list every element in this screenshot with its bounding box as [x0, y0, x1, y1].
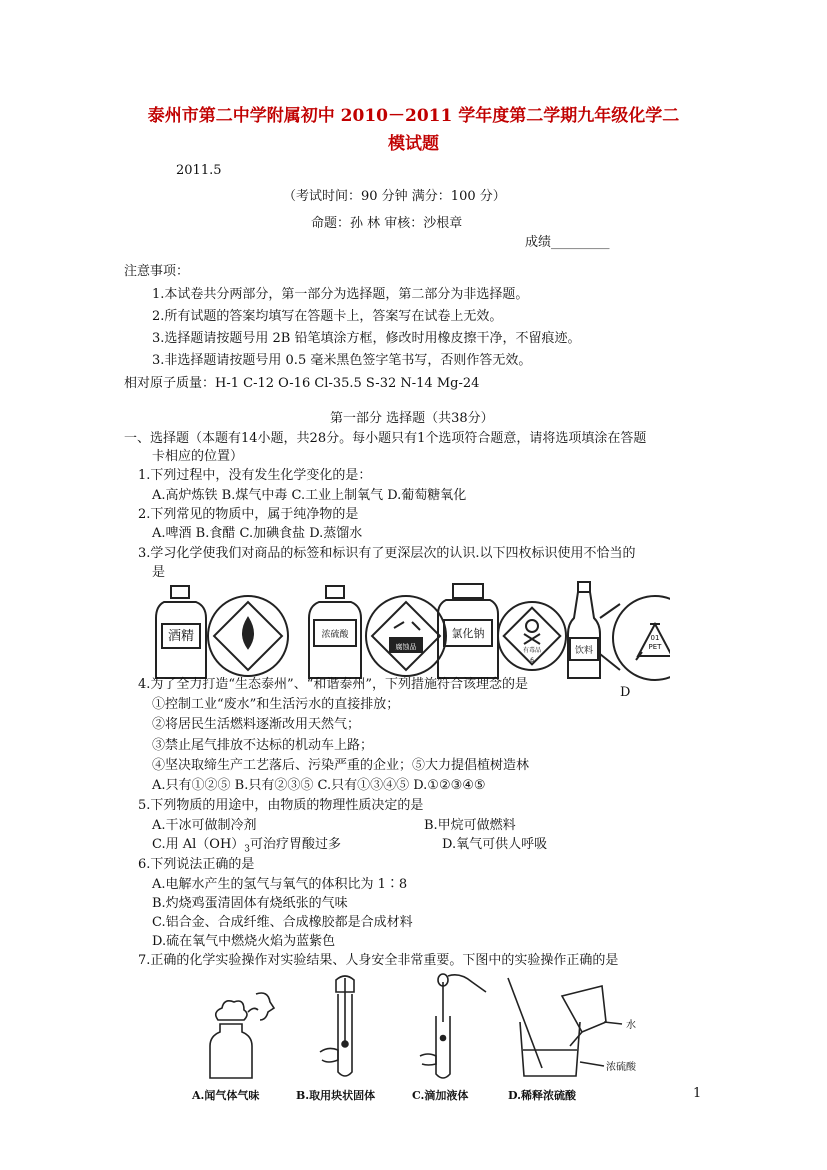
q5-option-d: D.氧气可供人呼吸: [442, 837, 548, 852]
page-number: 1: [693, 1086, 702, 1101]
q5-option-c-pre: C.用 Al（OH）: [152, 837, 245, 852]
q4-item: ②将居民生活燃料逐渐改用天然气；: [152, 717, 361, 732]
q6-item: D.硫在氧气中燃烧火焰为蓝紫色: [152, 934, 336, 949]
q7-caption-c: C.滴加液体: [412, 1089, 469, 1102]
q6-stem: 6.下列说法正确的是: [138, 857, 255, 872]
exam-info: （考试时间：90 分钟 满分：100 分）: [283, 189, 506, 204]
recycle-sign-icon: [613, 596, 670, 680]
note-item: 3.非选择题请按题号用 0.5 毫米黑色签字笔书写，否则作答无效。: [152, 353, 532, 368]
label-water: 水: [626, 1020, 636, 1031]
q2-options: A.啤酒 B.食醋 C.加碘食盐 D.蒸馏水: [152, 526, 363, 541]
score-line: 成绩_________: [525, 235, 610, 250]
q2-stem: 2.下列常见的物质中，属于纯净物的是: [138, 507, 359, 522]
bottle-a-label: 酒精: [167, 629, 195, 644]
bottle-d-label: 饮料: [574, 646, 594, 656]
q4-options: A.只有①②⑤ B.只有②③⑤ C.只有①③④⑤ D.①②③④⑤: [152, 778, 486, 793]
q3-labels-figure: [150, 578, 670, 690]
q7-caption-b: B.取用块状固体: [296, 1089, 376, 1102]
part1-heading: 第一部分 选择题（共38分）: [330, 411, 494, 426]
bottle-c-label: 氯化钠: [451, 627, 485, 640]
bottle-d-icon: [568, 582, 600, 678]
callout-lines: [600, 604, 620, 670]
q4-stem: 4.为了全力打造“生态泰州”、“和谐泰州”，下列措施符合该理念的是: [138, 677, 528, 692]
sign-d-number: 01: [650, 634, 660, 642]
exam-authors: 命题：孙 林 审核：沙根章: [311, 216, 463, 231]
sign-d-code: PET: [648, 643, 662, 651]
smell-gas-icon: [210, 993, 274, 1078]
bottle-b-label: 浓硫酸: [321, 630, 349, 640]
dilute-acid-icon: [508, 978, 622, 1076]
label-acid: 浓硫酸: [606, 1062, 636, 1073]
corrosive-sign-icon: [366, 596, 446, 676]
part1-intro-cont: 卡相应的位置）: [152, 449, 244, 464]
q7-caption-a: A.闻气体气味: [192, 1089, 260, 1102]
q3-stem-cont: 是: [152, 565, 166, 580]
test-tube-solid-icon: [320, 976, 354, 1076]
notes-heading: 注意事项：: [124, 264, 190, 279]
note-item: 1.本试卷共分两部分，第一部分为选择题，第二部分为非选择题。: [152, 287, 529, 302]
sign-b-label: 腐蚀品: [395, 643, 417, 651]
q5-option-a: A.干冰可做制冷剂: [152, 818, 257, 833]
q5-stem: 5.下列物质的用途中，由物质的物理性质决定的是: [138, 798, 424, 813]
note-item: 3.选择题请按题号用 2B 铅笔填涂方框，修改时用橡皮擦干净，不留痕迹。: [152, 331, 581, 346]
flammable-sign-icon: [208, 596, 288, 676]
q4-item: ④坚决取缔生产工艺落后、污染严重的企业；⑤大力提倡植树造林: [152, 758, 530, 773]
option-d-letter: D: [620, 685, 631, 700]
q7-operations-figure: [190, 972, 650, 1082]
q6-item: A.电解水产生的氢气与氧气的体积比为 1∶8: [152, 877, 408, 892]
exam-date: 2011.5: [176, 163, 222, 178]
note-item: 2.所有试题的答案均填写在答题卡上，答案写在试卷上无效。: [152, 309, 503, 324]
q5-option-c-subscript: 3: [244, 844, 251, 855]
sign-c-label: 有毒品: [522, 647, 542, 654]
q6-item: B.灼烧鸡蛋清固体有烧纸张的气味: [152, 896, 348, 911]
page-title-line2: 模试题: [388, 134, 439, 154]
q7-caption-d: D.稀释浓硫酸: [508, 1089, 576, 1102]
page-title-line1: 泰州市第二中学附属初中 2010－2011 学年度第二学期九年级化学二: [147, 106, 680, 126]
q3-stem: 3.学习化学使我们对商品的标签和标识有了更深层次的认识.以下四枚标识使用不恰当的: [138, 546, 636, 561]
q5-option-c-post: 可治疗胃酸过多: [250, 837, 342, 852]
q4-item: ①控制工业“废水”和生活污水的直接排放；: [152, 697, 400, 712]
part1-intro: 一、选择题（本题有14小题，共28分。每小题只有1个选项符合题意，请将选项填涂在答题: [124, 431, 647, 446]
q1-options: A.高炉炼铁 B.煤气中毒 C.工业上制氧气 D.葡萄糖氧化: [152, 488, 467, 503]
q5-option-b: B.甲烷可做燃料: [424, 818, 516, 833]
q7-stem: 7.正确的化学实验操作对实验结果、人身安全非常重要。下图中的实验操作正确的是: [138, 953, 619, 968]
q6-item: C.铝合金、合成纤维、合成橡胶都是合成材料: [152, 915, 413, 930]
sign-c-number: 6: [530, 657, 534, 664]
dropper-icon: [420, 974, 486, 1078]
q1-stem: 1.下列过程中，没有发生化学变化的是：: [138, 468, 372, 483]
q4-item: ③禁止尾气排放不达标的机动车上路；: [152, 738, 374, 753]
atomic-masses: 相对原子质量：H-1 C-12 O-16 Cl-35.5 S-32 N-14 Mg-24: [124, 376, 480, 391]
